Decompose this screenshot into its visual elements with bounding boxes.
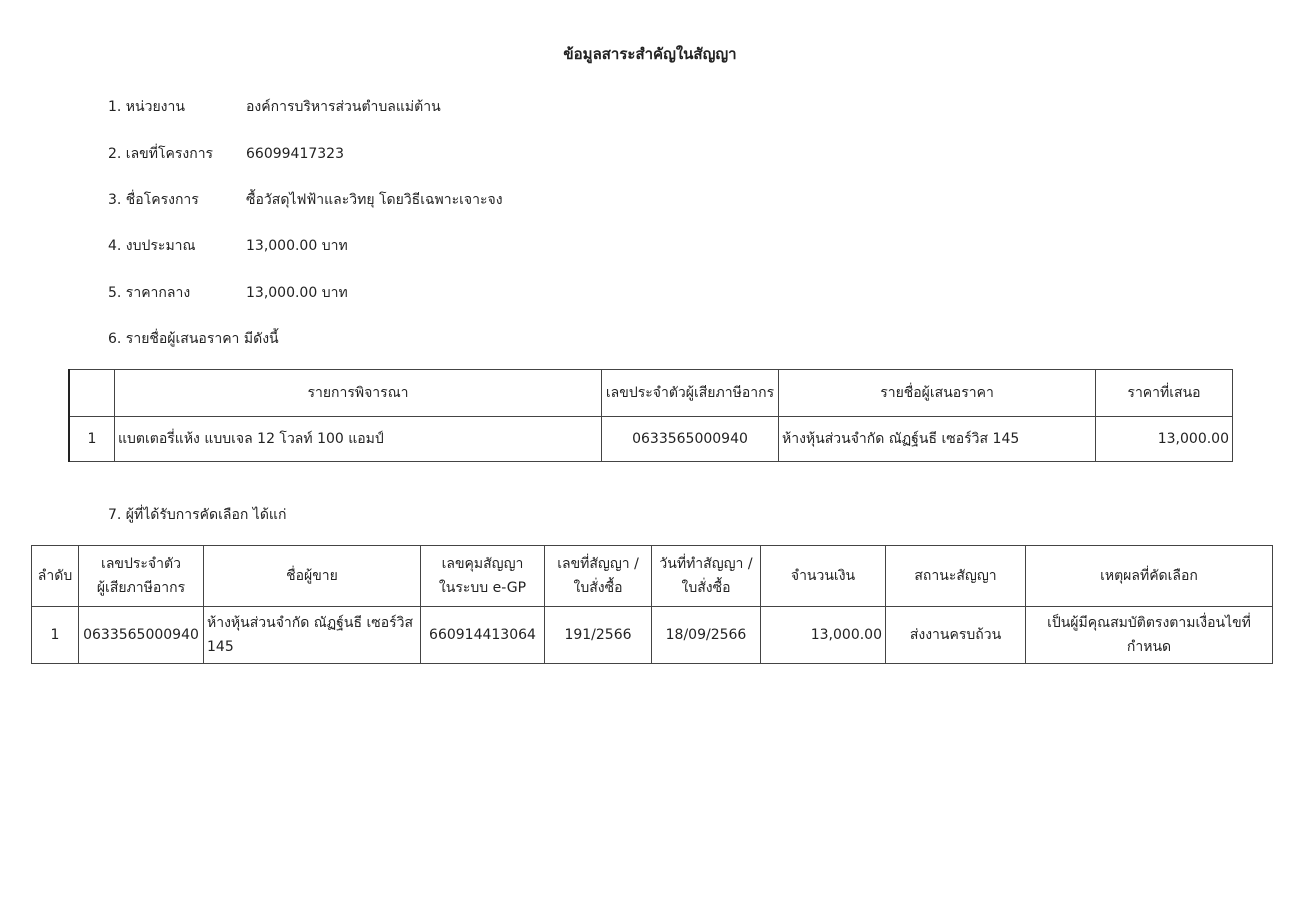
col-header-selection-reason: เหตุผลที่คัดเลือก bbox=[1026, 546, 1273, 607]
col-header-offer-price: ราคาที่เสนอ bbox=[1096, 370, 1233, 417]
col-header-amount: จำนวนเงิน bbox=[761, 546, 886, 607]
info-label: 4. งบประมาณ bbox=[108, 238, 196, 254]
bidders-table bbox=[68, 369, 1233, 462]
info-label: 3. ชื่อโครงการ bbox=[108, 192, 199, 208]
info-budget bbox=[108, 235, 348, 257]
section-6-heading: 6. รายชื่อผู้เสนอราคา มีดังนี้ bbox=[108, 331, 279, 347]
info-label: 2. เลขที่โครงการ bbox=[108, 146, 214, 162]
cell-seller-name: ห้างหุ้นส่วนจำกัด ณัฏฐ์นธี เซอร์วิส 145 bbox=[204, 607, 421, 664]
col-header-order: ลำดับ bbox=[32, 546, 79, 607]
cell-bidder-name: ห้างหุ้นส่วนจำกัด ณัฏฐ์นธี เซอร์วิส 145 bbox=[779, 417, 1096, 462]
info-label: 5. ราคากลาง bbox=[108, 285, 191, 301]
cell-offer-price: 13,000.00 bbox=[1096, 417, 1233, 462]
table-row bbox=[32, 607, 1273, 664]
info-project-name bbox=[108, 189, 503, 211]
col-header-item: รายการพิจารณา bbox=[115, 370, 602, 417]
section-7-heading: 7. ผู้ที่ได้รับการคัดเลือก ได้แก่ bbox=[108, 507, 287, 523]
winners-table bbox=[31, 545, 1273, 664]
cell-item: แบตเตอรี่แห้ง แบบเจล 12 โวลท์ 100 แอมป์ bbox=[115, 417, 602, 462]
info-value: 66099417323 bbox=[246, 146, 344, 162]
cell-index: 1 bbox=[69, 417, 115, 462]
cell-order: 1 bbox=[32, 607, 79, 664]
col-header-contract-number: เลขที่สัญญา / ใบสั่งซื้อ bbox=[545, 546, 652, 607]
info-project-number bbox=[108, 143, 344, 165]
cell-contract-status: ส่งงานครบถ้วน bbox=[886, 607, 1026, 664]
cell-selection-reason: เป็นผู้มีคุณสมบัติตรงตามเงื่อนไขที่กำหนด bbox=[1026, 607, 1273, 664]
info-label: 1. หน่วยงาน bbox=[108, 99, 185, 115]
table-row bbox=[69, 417, 1233, 462]
table-header-row bbox=[69, 370, 1233, 417]
info-median-price bbox=[108, 282, 348, 304]
cell-contract-number: 191/2566 bbox=[545, 607, 652, 664]
col-header-contract-date: วันที่ทำสัญญา / ใบสั่งซื้อ bbox=[652, 546, 761, 607]
col-header-contract-status: สถานะสัญญา bbox=[886, 546, 1026, 607]
col-header-tax-id: เลขประจำตัว ผู้เสียภาษีอากร bbox=[79, 546, 204, 607]
col-header-tax-id: เลขประจำตัวผู้เสียภาษีอากร bbox=[602, 370, 779, 417]
info-value: 13,000.00 บาท bbox=[246, 285, 348, 301]
cell-egp-control-number: 660914413064 bbox=[421, 607, 545, 664]
info-value: ซื้อวัสดุไฟฟ้าและวิทยุ โดยวิธีเฉพาะเจาะจง bbox=[246, 192, 503, 208]
col-header-bidder-name: รายชื่อผู้เสนอราคา bbox=[779, 370, 1096, 417]
col-header-seller-name: ชื่อผู้ขาย bbox=[204, 546, 421, 607]
col-header-index bbox=[69, 370, 115, 417]
cell-tax-id: 0633565000940 bbox=[79, 607, 204, 664]
info-agency bbox=[108, 96, 441, 118]
table-header-row bbox=[32, 546, 1273, 607]
col-header-egp-control-number: เลขคุมสัญญา ในระบบ e-GP bbox=[421, 546, 545, 607]
cell-amount: 13,000.00 bbox=[761, 607, 886, 664]
cell-tax-id: 0633565000940 bbox=[602, 417, 779, 462]
document-title: ข้อมูลสาระสำคัญในสัญญา bbox=[563, 45, 737, 63]
cell-contract-date: 18/09/2566 bbox=[652, 607, 761, 664]
info-value: 13,000.00 บาท bbox=[246, 238, 348, 254]
info-value: องค์การบริหารส่วนตำบลแม่ต้าน bbox=[246, 99, 441, 115]
